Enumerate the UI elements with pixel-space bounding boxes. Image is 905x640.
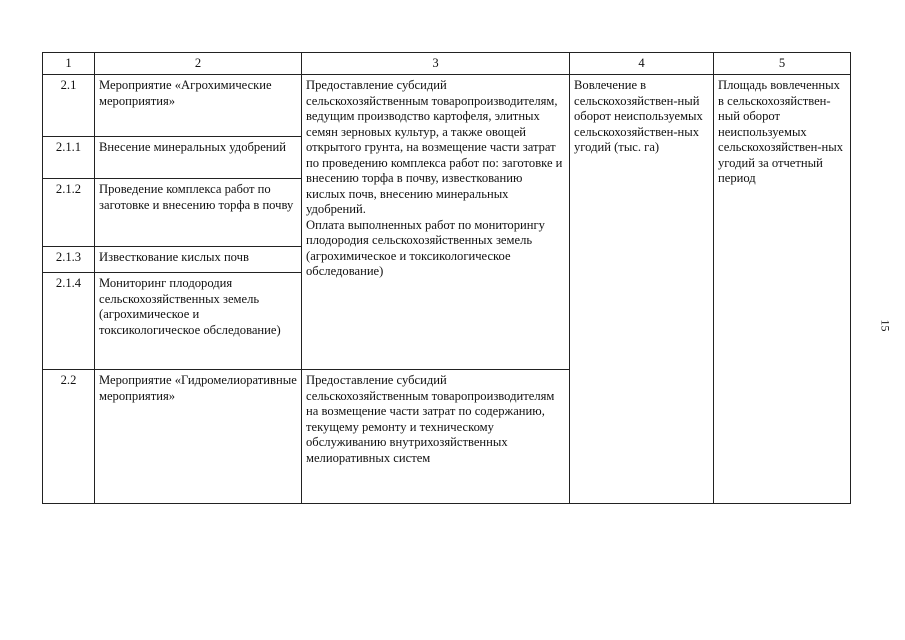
measure-name: Мероприятие «Агрохимические мероприятия»	[95, 75, 302, 137]
header-cell-1: 1	[43, 53, 95, 75]
row-number: 2.1.2	[43, 179, 95, 247]
measure-description: Предоставление субсидий сельскохозяйственным товаропроизводителям на возмещение части затрат по содержанию, текущему ремонту и техническому обслуживанию внутрихозяйственных мелиоративных систем	[302, 370, 570, 504]
measure-name: Проведение комплекса работ по заготовке и внесению торфа в почву	[95, 179, 302, 247]
measure-name: Известкование кислых почв	[95, 247, 302, 273]
measure-name: Мониторинг плодородия сельскохозяйственных земель (агрохимическое и токсикологическое обследование)	[95, 273, 302, 370]
row-number: 2.1.1	[43, 137, 95, 179]
header-cell-2: 2	[95, 53, 302, 75]
header-row	[43, 53, 851, 75]
value-cell: Площадь вовлеченных в сельскохозяйствен-ный оборот неиспользуемых сельскохозяйствен-ных угодий за отчетный период	[714, 75, 851, 504]
row-number: 2.2	[43, 370, 95, 504]
measure-name: Внесение минеральных удобрений	[95, 137, 302, 179]
header-cell-4: 4	[570, 53, 714, 75]
measure-description	[302, 75, 570, 370]
page-number: 15	[878, 319, 893, 332]
indicator-cell: Вовлечение в сельскохозяйствен-ный оборот неиспользуемых сельскохозяйствен-ных угодий (тыс. га)	[570, 75, 714, 504]
description-text-b: Оплата выполненных работ по мониторингу плодородия сельскохозяйственных земель (агрохимическое и токсикологическое обследование)	[306, 217, 545, 278]
measure-name: Мероприятие «Гидромелиоративные мероприятия»	[95, 370, 302, 504]
row-number: 2.1.3	[43, 247, 95, 273]
header-cell-3: 3	[302, 53, 570, 75]
table-row	[43, 75, 851, 137]
row-number: 2.1	[43, 75, 95, 137]
row-number: 2.1.4	[43, 273, 95, 370]
description-text: Предоставление субсидий сельскохозяйственным товаропроизводителям, ведущим производство картофеля, элитных семян зерновых культур, а также овощей открытого грунта, на возмещение части затрат по проведению комплекса работ по: заготовке и внесению торфа в почву, известкованию кислых почв, внесению минеральных удобрений.	[306, 78, 563, 216]
measures-table	[42, 52, 851, 504]
header-cell-5: 5	[714, 53, 851, 75]
